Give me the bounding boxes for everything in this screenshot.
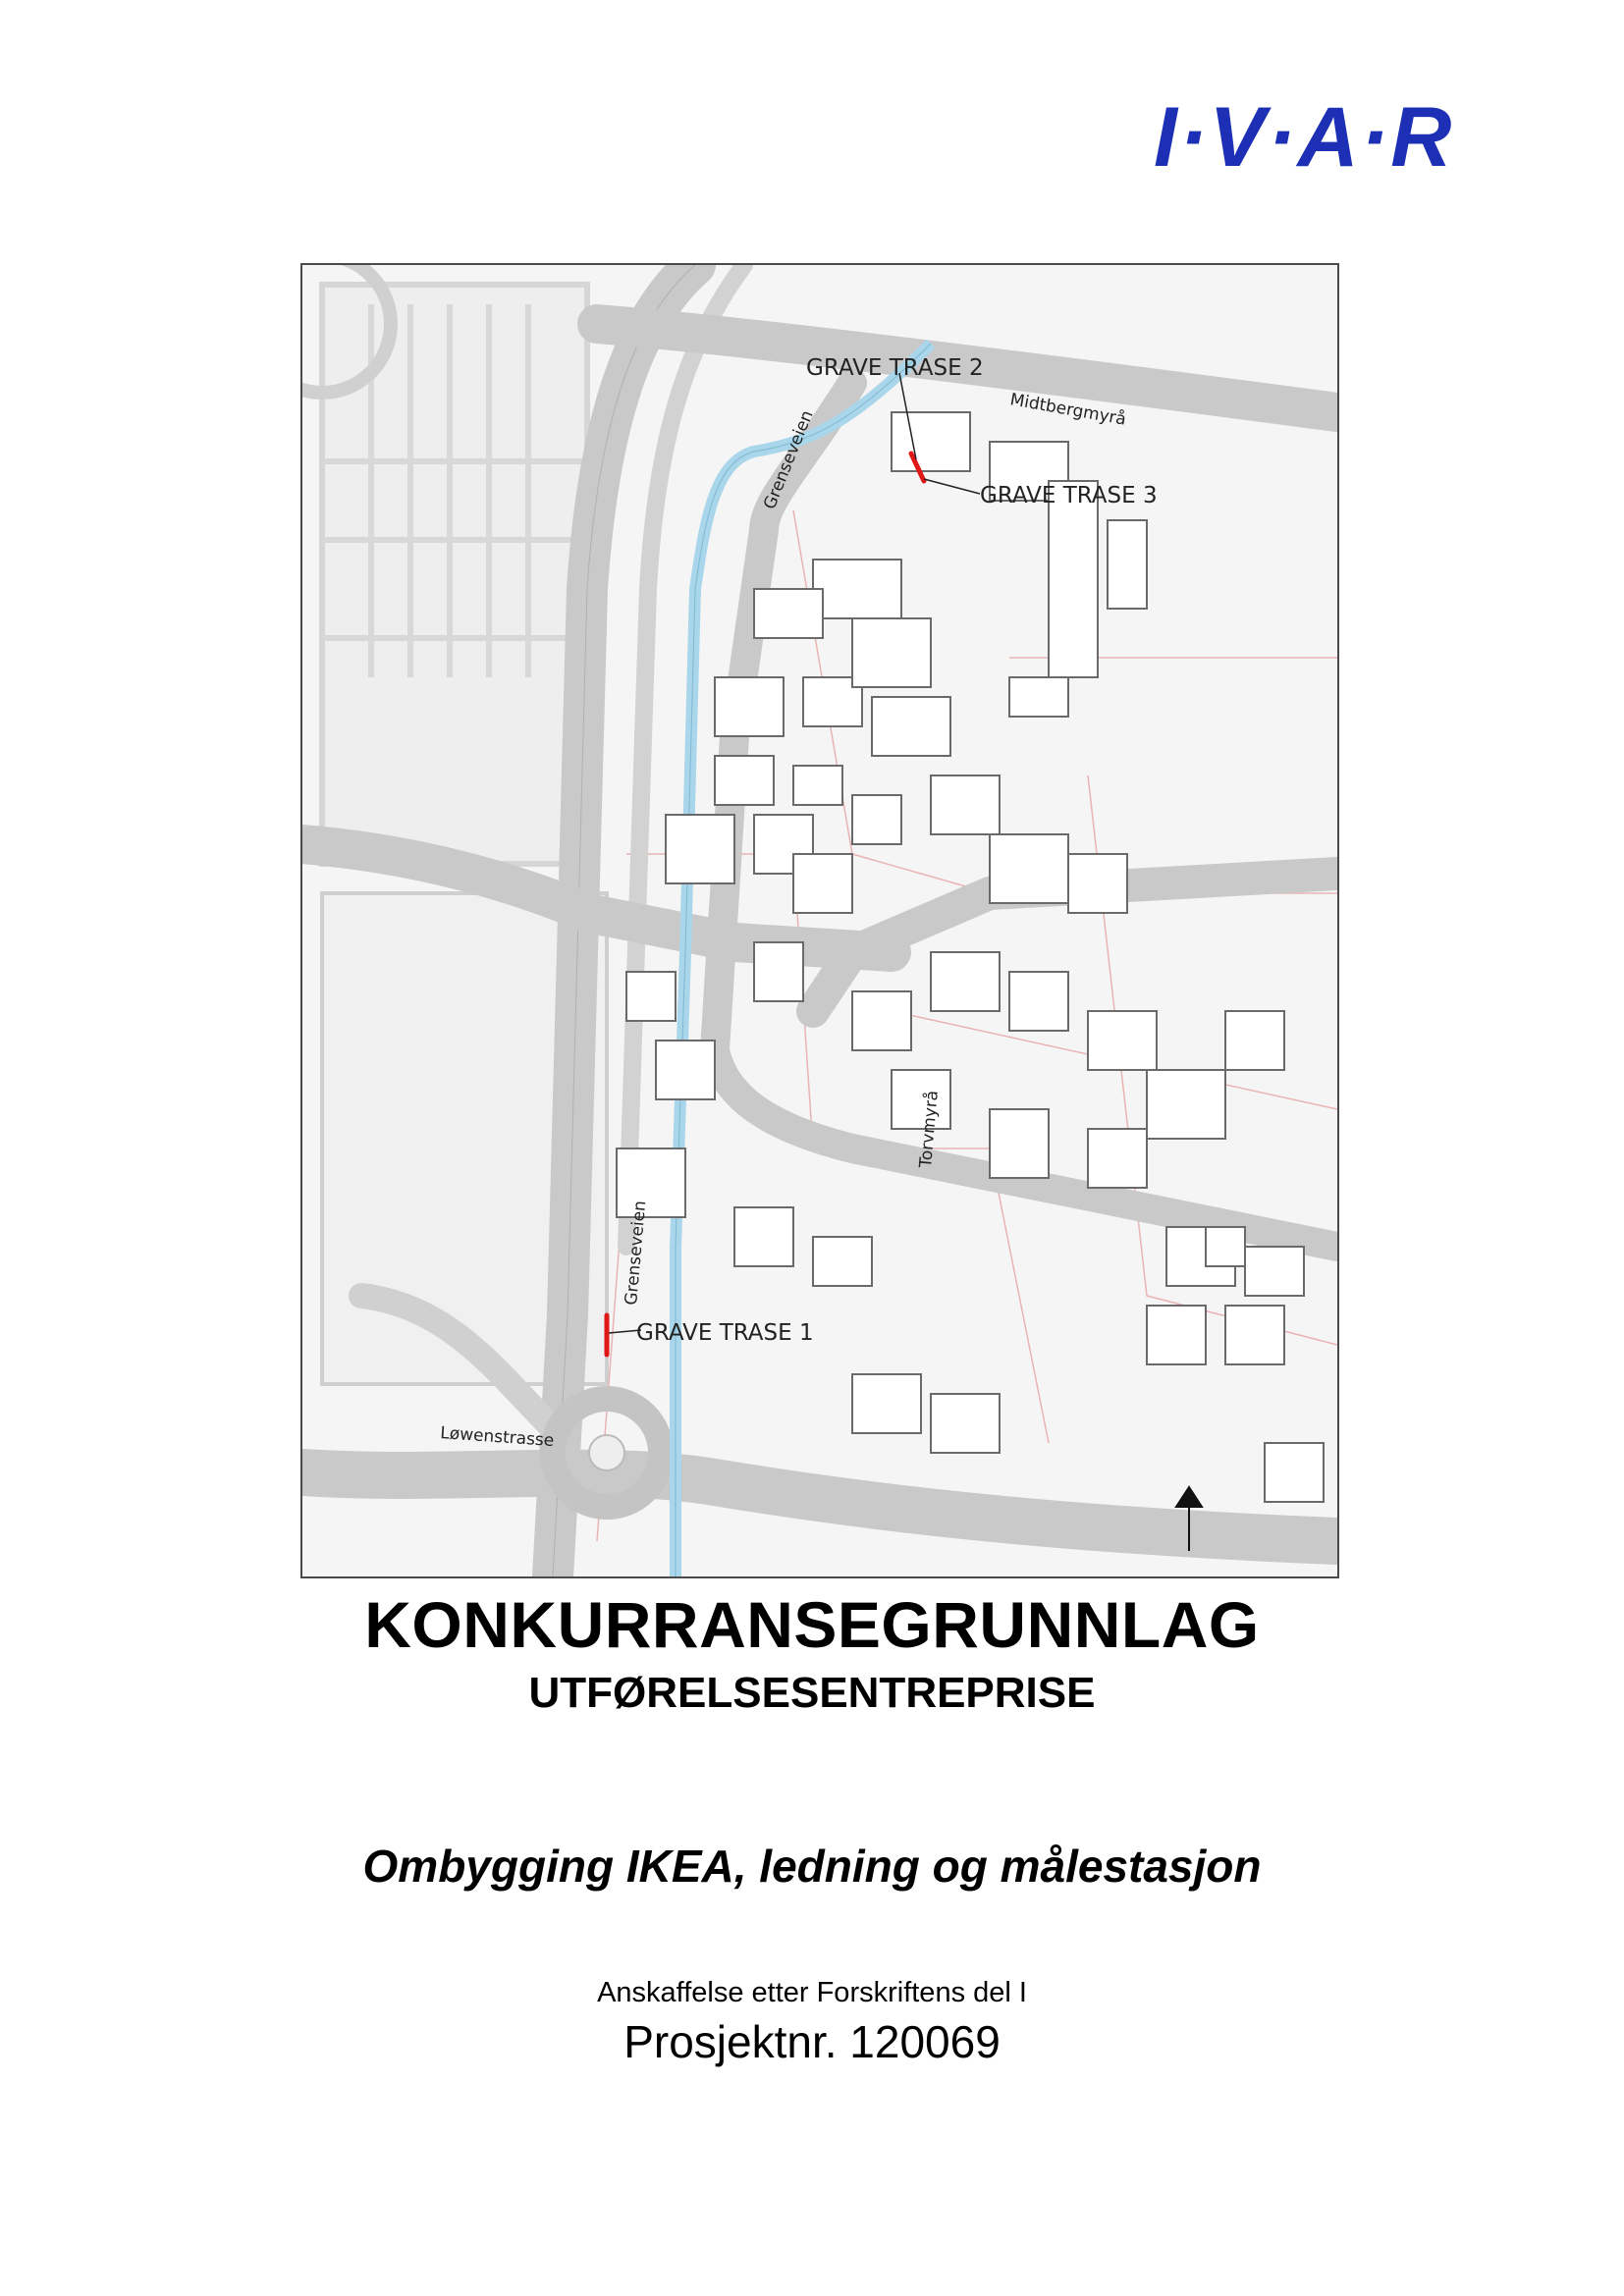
document-title: KONKURRANSEGRUNNLAG	[364, 1588, 1260, 1661]
street-label-grenseveien-upper: Grenseveien	[760, 407, 818, 512]
procurement-text: Anskaffelse etter Forskriftens del I	[597, 1977, 1027, 2008]
document-subtitle: UTFØRELSESENTREPRISE	[528, 1669, 1096, 1717]
street-label-lowenstrasse: Løwenstrasse	[439, 1423, 555, 1452]
label-grave-trase-3: GRAVE TRASE 3	[980, 483, 1158, 508]
project-number: Prosjektnr. 120069	[623, 2016, 1001, 2067]
label-grave-trase-1: GRAVE TRASE 1	[636, 1320, 814, 1346]
street-label-grenseveien-lower: Grenseveien	[622, 1200, 651, 1307]
ivar-logo: I·V·A·R	[1154, 90, 1454, 185]
label-grave-trase-2: GRAVE TRASE 2	[806, 355, 984, 381]
street-label-torvmyra: Torvmyrå	[916, 1090, 943, 1169]
site-map	[300, 263, 1339, 1578]
project-name: Ombygging IKEA, ledning og målestasjon	[362, 1841, 1262, 1892]
street-label-midtbergmyra: Midtbergmyrå	[1008, 390, 1128, 430]
